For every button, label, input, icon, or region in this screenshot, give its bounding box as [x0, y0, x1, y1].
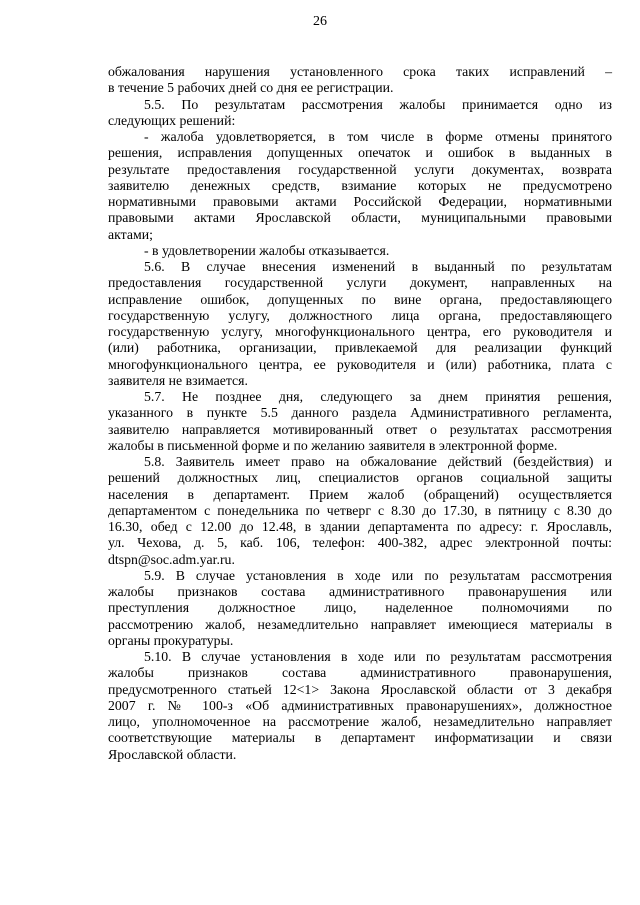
- text-line: органы прокуратуры.: [108, 632, 234, 648]
- text-line: 5.5. По результатам рассмотрения жалобы принимается одно из: [144, 96, 612, 112]
- text-line: рассмотрению жалоб, незамедлительно направляет имеющиеся материалы в: [108, 616, 612, 632]
- text-line: жалобы в письменной форме и по желанию заявителя в электронной форме.: [108, 437, 558, 453]
- text-line: заявителя не взимается.: [108, 372, 248, 388]
- text-line: 5.7. Не позднее дня, следующего за днем принятия решения,: [144, 389, 612, 404]
- text-line: государственную услугу, должностного лица органа, предоставляющего: [108, 307, 612, 323]
- text-line: государственную услугу, многофункционального центра, его руководителя и: [108, 324, 612, 339]
- text-line: решений должностных лиц, специалистов органов социальной защиты: [108, 470, 612, 486]
- text-line: департаментом с понедельника по четверг с 8.30 до 17.30, в пятницу с 8.30 до: [108, 502, 612, 518]
- text-line: многофункционального центра, ее руководителя и (или) работника, плата с: [108, 356, 612, 372]
- document-body: [108, 64, 612, 763]
- text-line: населения в департамент. Прием жалоб (обращений) осуществляется: [108, 486, 612, 502]
- text-line: обжалования нарушения установленного срока таких исправлений –: [108, 64, 612, 79]
- text-line: решения, исправления допущенных опечаток и ошибок в выданных в: [108, 145, 612, 161]
- text-line: результате предоставления государственной услуги документах, возврата: [108, 161, 612, 177]
- page-number: 26: [313, 14, 327, 29]
- text-line: 2007 г. № 100-з «Об административных правонарушениях», должностное: [108, 697, 612, 713]
- text-line: dtspn@soc.adm.yar.ru.: [108, 551, 235, 567]
- text-line: 16.30, обед с 12.00 до 12.48, в здании департамента по адресу: г. Ярославль,: [108, 519, 612, 534]
- text-line: - в удовлетворении жалобы отказывается.: [144, 242, 390, 258]
- text-line: ул. Чехова, д. 5, каб. 106, телефон: 400-382, адрес электронной почты:: [108, 535, 612, 551]
- text-line: указанного в пункте 5.5 данного раздела Административного регламента,: [108, 405, 612, 421]
- text-line: 5.9. В случае установления в ходе или по результатам рассмотрения: [144, 567, 612, 583]
- text-line: 5.8. Заявитель имеет право на обжалование действий (бездействия) и: [144, 454, 612, 469]
- text-line: следующих решений:: [108, 112, 236, 128]
- text-line: (или) работника, организации, привлекаемой для реализации функций: [108, 340, 612, 356]
- text-line: заявителю денежных средств, взимание которых не предусмотрено: [108, 177, 612, 193]
- text-line: предоставления государственной услуги документ, направленных на: [108, 275, 612, 291]
- text-line: лицо, уполномоченное на рассмотрение жалоб, незамедлительно направляет: [108, 714, 612, 729]
- text-line: исправление ошибок, допущенных по вине органа, предоставляющего: [108, 291, 612, 307]
- text-line: заявителю направляется мотивированный ответ о результатах рассмотрения: [108, 421, 612, 437]
- text-line: - жалоба удовлетворяется, в том числе в форме отмены принятого: [144, 129, 612, 144]
- text-line: нормативными правовыми актами Российской Федерации, нормативными: [108, 194, 612, 209]
- text-line: 5.10. В случае установления в ходе или по результатам рассмотрения: [144, 649, 612, 664]
- text-line: жалобы признаков состава административного правонарушения,: [108, 665, 612, 681]
- text-line: правовыми актами Ярославской области, муниципальными правовыми: [108, 210, 612, 226]
- text-line: актами;: [108, 226, 153, 242]
- text-line: в течение 5 рабочих дней со дня ее регистрации.: [108, 80, 394, 96]
- text-line: преступления должностное лицо, наделенное полномочиями по: [108, 600, 612, 616]
- text-line: 5.6. В случае внесения изменений в выданный по результатам: [144, 259, 612, 274]
- text-line: Ярославской области.: [108, 746, 237, 762]
- text-line: жалобы признаков состава административного правонарушения или: [108, 584, 612, 599]
- text-line: соответствующие материалы в департамент информатизации и связи: [108, 730, 612, 746]
- text-line: предусмотренного статьей 12<1> Закона Ярославской области от 3 декабря: [108, 681, 612, 697]
